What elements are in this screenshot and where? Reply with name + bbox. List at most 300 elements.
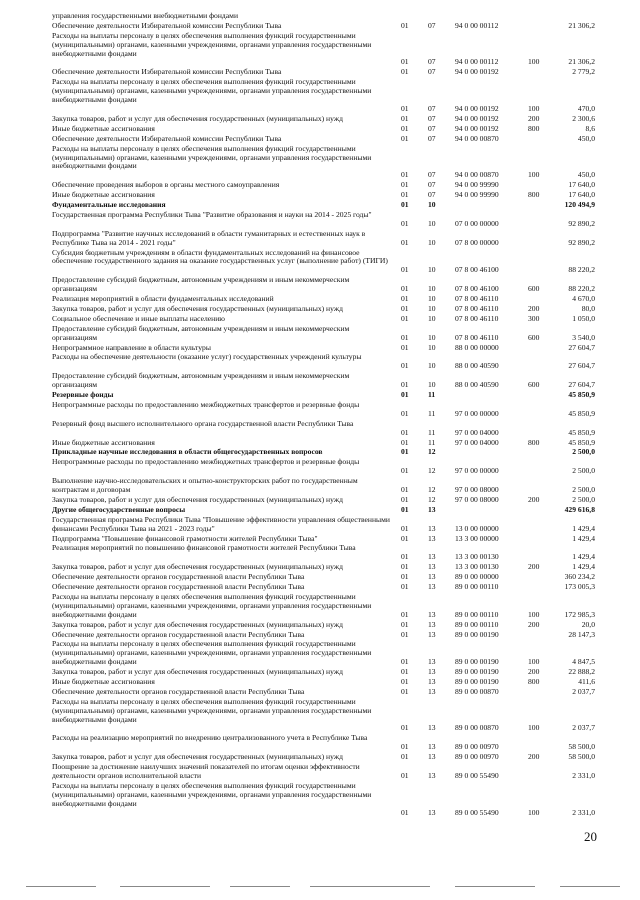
cell-rz: 01 bbox=[401, 484, 409, 494]
cell-pr: 10 bbox=[428, 332, 436, 342]
cell-sum: 22 888,2 bbox=[568, 667, 595, 677]
table-row bbox=[0, 763, 640, 781]
table-row bbox=[0, 583, 640, 592]
table-row bbox=[0, 544, 640, 562]
cell-rz: 01 bbox=[401, 494, 409, 504]
cell-csr: 07 8 00 46110 bbox=[455, 303, 499, 313]
cell-desc: Обеспечение деятельности Избирательной комиссии Республики Тыва bbox=[52, 20, 282, 30]
table-row bbox=[0, 563, 640, 572]
cell-pr: 07 bbox=[428, 113, 436, 123]
cell-desc: Иные бюджетные ассигнования bbox=[52, 437, 155, 447]
cell-sum: 2 037,7 bbox=[572, 723, 595, 733]
cell-pr: 13 bbox=[428, 562, 436, 572]
cell-csr: 94 0 00 99990 bbox=[455, 180, 499, 190]
cell-rz: 01 bbox=[401, 752, 409, 762]
cell-pr: 10 bbox=[428, 342, 436, 352]
table-row bbox=[0, 135, 640, 144]
cell-desc: Обеспечение деятельности органов государственной власти Республики Тыва bbox=[52, 582, 305, 591]
cell-pr: 07 bbox=[428, 123, 436, 133]
table-row bbox=[0, 305, 640, 314]
cell-sum: 28 147,3 bbox=[568, 629, 595, 639]
cell-rz: 01 bbox=[401, 437, 409, 447]
cell-rz: 01 bbox=[401, 629, 409, 639]
cell-sum: 4 670,0 bbox=[572, 294, 595, 303]
cell-vr: 100 bbox=[528, 807, 540, 817]
cell-csr: 94 0 00 00192 bbox=[455, 113, 499, 123]
cell-vr: 100 bbox=[528, 657, 540, 667]
cell-csr: 94 0 00 00112 bbox=[455, 57, 499, 67]
cell-csr: 89 0 00 00110 bbox=[455, 619, 499, 629]
cell-csr: 07 8 00 46110 bbox=[455, 313, 499, 323]
table-row bbox=[0, 753, 640, 762]
cell-vr: 800 bbox=[528, 190, 540, 200]
cell-pr: 10 bbox=[428, 361, 436, 371]
table-row bbox=[0, 372, 640, 390]
cell-desc: Поощрение за достижение наилучших значений показателей по итогам оценки эффективности деятельности органов исполнительной власти bbox=[52, 762, 360, 780]
cell-desc: Иные бюджетные ассигнования bbox=[52, 123, 155, 133]
cell-desc: Обеспечение деятельности органов государственной власти Республики Тыва bbox=[52, 629, 305, 639]
cell-rz: 01 bbox=[401, 313, 409, 323]
page-number: 20 bbox=[584, 829, 597, 844]
cell-sum: 1 429,4 bbox=[572, 552, 595, 562]
cell-desc: Предоставление субсидий бюджетным, автономным учреждениям и иным некоммерческим организациям bbox=[52, 275, 350, 294]
cell-sum: 120 494,9 bbox=[564, 200, 595, 209]
cell-pr: 13 bbox=[428, 752, 436, 762]
table-row bbox=[0, 448, 640, 457]
cell-pr: 13 bbox=[428, 619, 436, 629]
cell-pr: 13 bbox=[428, 723, 436, 733]
cell-pr: 12 bbox=[428, 484, 436, 494]
table-row bbox=[0, 145, 640, 181]
cell-csr: 97 0 00 00000 bbox=[455, 466, 499, 476]
cell-rz: 01 bbox=[401, 657, 409, 667]
cell-pr: 10 bbox=[428, 265, 436, 275]
cell-rz: 01 bbox=[401, 294, 409, 303]
cell-sum: 1 050,0 bbox=[572, 313, 595, 323]
cell-pr: 13 bbox=[428, 742, 436, 752]
cell-sum: 1 429,4 bbox=[572, 562, 595, 572]
cell-desc: Расходы на выплаты персоналу в целях обеспечения выполнения функций государственными (муниципальными) органами, казенными учреждениями, органами управления государственными внебюджетными фондами bbox=[52, 591, 372, 619]
table-row bbox=[0, 295, 640, 304]
cell-csr: 89 0 00 55490 bbox=[455, 770, 499, 780]
cell-vr: 800 bbox=[528, 123, 540, 133]
cell-rz: 01 bbox=[401, 332, 409, 342]
cell-csr: 97 0 00 04000 bbox=[455, 437, 499, 447]
cell-sum: 58 500,0 bbox=[568, 742, 595, 752]
cell-rz: 01 bbox=[401, 67, 409, 77]
cell-desc: Субсидия бюджетным учреждениям в области фундаментальных исследований на финансовое обеспечение государственного задания на оказание государственных услуг (выполнение работ) (ТИГИ) bbox=[52, 247, 388, 266]
cell-csr: 89 0 00 00110 bbox=[455, 582, 499, 591]
cell-csr: 07 8 00 46110 bbox=[455, 294, 499, 303]
cell-desc: Закупка товаров, работ и услуг для обеспечения государственных (муниципальных) нужд bbox=[52, 562, 343, 572]
cell-vr: 200 bbox=[528, 619, 540, 629]
table-row bbox=[0, 698, 640, 734]
cell-vr: 200 bbox=[528, 562, 540, 572]
cell-sum: 88 220,2 bbox=[568, 265, 595, 275]
cell-csr: 89 0 00 00190 bbox=[455, 629, 499, 639]
cell-desc: Расходы на выплаты персоналу в целях обеспечения выполнения функций государственными (муниципальными) органами, казенными учреждениями, органами управления государственными внебюджетными фондами bbox=[52, 780, 372, 808]
table-row bbox=[0, 125, 640, 134]
cell-rz: 01 bbox=[401, 133, 409, 143]
cell-sum: 2 037,7 bbox=[572, 686, 595, 696]
cell-vr: 200 bbox=[528, 303, 540, 313]
cell-csr: 94 0 00 00870 bbox=[455, 170, 499, 180]
cell-pr: 12 bbox=[428, 466, 436, 476]
cell-pr: 10 bbox=[428, 218, 436, 228]
cell-sum: 27 604,7 bbox=[568, 361, 595, 371]
cell-sum: 2 500,0 bbox=[572, 484, 595, 494]
cell-rz: 01 bbox=[401, 57, 409, 67]
cell-rz: 01 bbox=[401, 523, 409, 533]
cell-sum: 411,6 bbox=[578, 677, 595, 686]
cell-vr: 200 bbox=[528, 667, 540, 677]
cell-pr: 13 bbox=[428, 523, 436, 533]
cell-sum: 2 779,2 bbox=[572, 67, 595, 77]
cell-desc: Непрограммные расходы по предоставлению межбюджетных трансфертов и резервные фонды bbox=[52, 457, 360, 467]
cell-sum: 450,0 bbox=[577, 170, 595, 180]
cell-rz: 01 bbox=[401, 742, 409, 752]
cell-sum: 45 850,9 bbox=[568, 427, 595, 437]
cell-sum: 27 604,7 bbox=[568, 342, 595, 352]
cell-csr: 89 0 00 00970 bbox=[455, 752, 499, 762]
cell-csr: 13 3 00 00000 bbox=[455, 533, 499, 543]
cell-rz: 01 bbox=[401, 20, 409, 30]
cell-rz: 01 bbox=[401, 303, 409, 313]
cell-rz: 01 bbox=[401, 218, 409, 228]
cell-desc: Обеспечение проведения выборов в органы местного самоуправления bbox=[52, 180, 280, 190]
cell-desc: Обеспечение деятельности органов государственной власти Республики Тыва bbox=[52, 686, 305, 696]
table-row bbox=[0, 391, 640, 400]
cell-vr: 600 bbox=[528, 284, 540, 294]
cell-rz: 01 bbox=[401, 533, 409, 543]
cell-rz: 01 bbox=[401, 361, 409, 371]
cell-csr: 94 0 00 00192 bbox=[455, 67, 499, 77]
table-row bbox=[0, 315, 640, 324]
table-row bbox=[0, 401, 640, 419]
table-row bbox=[0, 68, 640, 77]
table-row bbox=[0, 276, 640, 294]
cell-pr: 10 bbox=[428, 200, 436, 209]
cell-sum: 470,0 bbox=[577, 103, 595, 113]
cell-pr: 11 bbox=[428, 390, 436, 399]
cell-rz: 01 bbox=[401, 170, 409, 180]
cell-vr: 200 bbox=[528, 752, 540, 762]
cell-desc: Закупка товаров, работ и услуг для обеспечения государственных (муниципальных) нужд bbox=[52, 113, 343, 123]
cell-desc: Закупка товаров, работ и услуг для обеспечения государственных (муниципальных) нужд bbox=[52, 752, 343, 762]
scan-line bbox=[455, 886, 535, 887]
cell-desc: Выполнение научно-исследовательских и опытно-конструкторских работ по государственным контрактам и договорам bbox=[52, 476, 358, 494]
cell-vr: 100 bbox=[528, 723, 540, 733]
cell-pr: 13 bbox=[428, 533, 436, 543]
cell-pr: 07 bbox=[428, 133, 436, 143]
cell-rz: 01 bbox=[401, 572, 409, 582]
cell-csr: 89 0 00 00970 bbox=[455, 742, 499, 752]
cell-rz: 01 bbox=[401, 265, 409, 275]
cell-rz: 01 bbox=[401, 113, 409, 123]
cell-sum: 45 850,9 bbox=[568, 408, 595, 418]
cell-pr: 07 bbox=[428, 57, 436, 67]
cell-desc: Расходы на выплаты персоналу в целях обеспечения выполнения функций государственными (муниципальными) органами, казенными учреждениями, органами управления государственными внебюджетными фондами bbox=[52, 696, 372, 724]
table-row bbox=[0, 32, 640, 68]
cell-sum: 17 640,0 bbox=[568, 190, 595, 200]
cell-vr: 100 bbox=[528, 170, 540, 180]
table-row bbox=[0, 782, 640, 818]
cell-csr: 07 8 00 00000 bbox=[455, 237, 499, 247]
scan-line bbox=[230, 886, 290, 887]
cell-rz: 01 bbox=[401, 380, 409, 390]
cell-desc: Государственная программа Республики Тыва "Повышение эффективности управления общественными финансами Республики Тыва на 2021 - 2023 годы" bbox=[52, 514, 390, 533]
cell-csr: 94 0 00 00192 bbox=[455, 103, 499, 113]
cell-pr: 07 bbox=[428, 170, 436, 180]
cell-csr: 94 0 00 00112 bbox=[455, 20, 499, 30]
cell-pr: 07 bbox=[428, 103, 436, 113]
cell-csr: 89 0 00 00190 bbox=[455, 667, 499, 677]
cell-rz: 01 bbox=[401, 103, 409, 113]
table-row bbox=[0, 535, 640, 544]
cell-csr: 89 0 00 00000 bbox=[455, 572, 499, 582]
cell-desc: Непрограммные расходы по предоставлению межбюджетных трансфертов и резервные фонды bbox=[52, 399, 360, 409]
cell-pr: 12 bbox=[428, 494, 436, 504]
cell-sum: 21 306,2 bbox=[568, 57, 595, 67]
cell-sum: 4 847,5 bbox=[572, 657, 595, 667]
table-row bbox=[0, 678, 640, 687]
cell-sum: 2 500,0 bbox=[572, 447, 595, 457]
cell-sum: 1 429,4 bbox=[572, 523, 595, 533]
cell-rz: 01 bbox=[401, 770, 409, 780]
cell-csr: 89 0 00 00190 bbox=[455, 657, 499, 667]
cell-rz: 01 bbox=[401, 342, 409, 352]
cell-rz: 01 bbox=[401, 562, 409, 572]
cell-desc: Реализация мероприятий в области фундаментальных исследований bbox=[52, 294, 274, 303]
cell-csr: 89 0 00 00870 bbox=[455, 723, 499, 733]
cell-sum: 45 850,9 bbox=[568, 390, 595, 399]
table-row bbox=[0, 191, 640, 200]
table-row bbox=[0, 688, 640, 697]
cell-pr: 10 bbox=[428, 284, 436, 294]
cell-pr: 07 bbox=[428, 180, 436, 190]
cell-sum: 173 005,3 bbox=[564, 582, 595, 591]
cell-sum: 360 234,2 bbox=[564, 572, 595, 582]
cell-sum: 2 331,0 bbox=[572, 807, 595, 817]
cell-pr: 11 bbox=[428, 437, 436, 447]
cell-pr: 13 bbox=[428, 677, 436, 686]
table-row bbox=[0, 325, 640, 343]
cell-desc: Прикладные научные исследования в области общегосударственных вопросов bbox=[52, 447, 323, 457]
cell-rz: 01 bbox=[401, 504, 409, 514]
cell-pr: 10 bbox=[428, 380, 436, 390]
cell-rz: 01 bbox=[401, 284, 409, 294]
table-row bbox=[0, 573, 640, 582]
cell-rz: 01 bbox=[401, 552, 409, 562]
cell-sum: 2 331,0 bbox=[572, 770, 595, 780]
cell-desc: Расходы на обеспечение деятельности (оказание услуг) государственных учреждений культуры bbox=[52, 352, 362, 362]
table-row bbox=[0, 201, 640, 210]
cell-desc: управления государственными внебюджетными фондами bbox=[52, 11, 239, 20]
scan-line bbox=[560, 886, 620, 887]
table-row bbox=[0, 734, 640, 752]
table-row bbox=[0, 344, 640, 353]
table-row bbox=[0, 496, 640, 505]
cell-rz: 01 bbox=[401, 180, 409, 190]
cell-rz: 01 bbox=[401, 200, 409, 209]
cell-csr: 89 0 00 55490 bbox=[455, 807, 499, 817]
cell-rz: 01 bbox=[401, 807, 409, 817]
cell-pr: 10 bbox=[428, 294, 436, 303]
cell-rz: 01 bbox=[401, 390, 409, 399]
cell-desc: Предоставление субсидий бюджетным, автономным учреждениям и иным некоммерческим организациям bbox=[52, 371, 350, 390]
cell-desc: Расходы на реализацию мероприятий по внедрению централизованного учета в Республике Тыва bbox=[52, 733, 368, 743]
cell-desc: Закупка товаров, работ и услуг для обеспечения государственных (муниципальных) нужд bbox=[52, 619, 343, 629]
cell-csr: 07 0 00 00000 bbox=[455, 218, 499, 228]
cell-csr: 07 8 00 46100 bbox=[455, 265, 499, 275]
cell-csr: 13 3 00 00130 bbox=[455, 552, 499, 562]
cell-desc: Расходы на выплаты персоналу в целях обеспечения выполнения функций государственными (муниципальными) органами, казенными учреждениями, органами управления государственными внебюджетными фондами bbox=[52, 30, 372, 58]
cell-csr: 94 0 00 00870 bbox=[455, 133, 499, 143]
cell-rz: 01 bbox=[401, 237, 409, 247]
cell-desc: Подпрограмма "Развитие научных исследований в области гуманитарных и естественных наук в Республике Тыва на 2014 - 2021 годы" bbox=[52, 228, 366, 247]
cell-desc: Закупка товаров, работ и услуг для обеспечения государственных (муниципальных) нужд bbox=[52, 494, 343, 504]
table-row bbox=[0, 420, 640, 438]
cell-sum: 2 500,0 bbox=[572, 466, 595, 476]
cell-pr: 13 bbox=[428, 609, 436, 619]
table-row bbox=[0, 593, 640, 620]
cell-pr: 13 bbox=[428, 552, 436, 562]
table-row bbox=[0, 668, 640, 677]
cell-desc: Другие общегосударственные вопросы bbox=[52, 504, 186, 514]
cell-rz: 01 bbox=[401, 123, 409, 133]
table-row bbox=[0, 439, 640, 448]
cell-vr: 100 bbox=[528, 609, 540, 619]
table-row bbox=[0, 353, 640, 371]
cell-vr: 100 bbox=[528, 57, 540, 67]
cell-rz: 01 bbox=[401, 609, 409, 619]
cell-sum: 80,0 bbox=[581, 303, 595, 313]
cell-pr: 13 bbox=[428, 667, 436, 677]
cell-sum: 45 850,9 bbox=[568, 437, 595, 447]
cell-pr: 13 bbox=[428, 770, 436, 780]
cell-rz: 01 bbox=[401, 447, 409, 457]
cell-csr: 89 0 00 00190 bbox=[455, 677, 499, 686]
table-row bbox=[0, 631, 640, 640]
table-row bbox=[0, 12, 640, 21]
cell-sum: 8,6 bbox=[585, 123, 595, 133]
cell-desc: Иные бюджетные ассигнования bbox=[52, 677, 155, 686]
table-row bbox=[0, 516, 640, 534]
table-row bbox=[0, 78, 640, 114]
cell-pr: 13 bbox=[428, 504, 436, 514]
cell-rz: 01 bbox=[401, 619, 409, 629]
cell-desc: Обеспечение деятельности Избирательной комиссии Республики Тыва bbox=[52, 67, 282, 77]
table-row bbox=[0, 115, 640, 124]
cell-sum: 429 616,8 bbox=[564, 504, 595, 514]
table-row bbox=[0, 506, 640, 515]
cell-rz: 01 bbox=[401, 667, 409, 677]
cell-sum: 450,0 bbox=[577, 133, 595, 143]
cell-vr: 200 bbox=[528, 113, 540, 123]
cell-rz: 01 bbox=[401, 190, 409, 200]
cell-desc: Расходы на выплаты персоналу в целях обеспечения выполнения функций государственными (муниципальными) органами, казенными учреждениями, органами управления государственными внебюджетными фондами bbox=[52, 639, 372, 667]
cell-sum: 17 640,0 bbox=[568, 180, 595, 190]
cell-sum: 172 985,3 bbox=[564, 609, 595, 619]
cell-desc: Резервные фонды bbox=[52, 390, 114, 399]
cell-desc: Фундаментальные исследования bbox=[52, 200, 166, 209]
cell-csr: 07 8 00 46100 bbox=[455, 284, 499, 294]
cell-sum: 1 429,4 bbox=[572, 533, 595, 543]
cell-vr: 100 bbox=[528, 103, 540, 113]
cell-pr: 12 bbox=[428, 447, 436, 457]
cell-csr: 88 0 00 00000 bbox=[455, 342, 499, 352]
cell-desc: Реализация мероприятий по повышению финансовой грамотности жителей Республики Тыва bbox=[52, 543, 356, 553]
cell-desc: Иные бюджетные ассигнования bbox=[52, 190, 155, 200]
cell-pr: 07 bbox=[428, 190, 436, 200]
cell-pr: 13 bbox=[428, 686, 436, 696]
cell-desc: Закупка товаров, работ и услуг для обеспечения государственных (муниципальных) нужд bbox=[52, 667, 343, 677]
cell-csr: 07 8 00 46110 bbox=[455, 332, 499, 342]
cell-csr: 88 0 00 40590 bbox=[455, 361, 499, 371]
cell-pr: 07 bbox=[428, 67, 436, 77]
cell-sum: 20,0 bbox=[581, 619, 595, 629]
cell-pr: 13 bbox=[428, 572, 436, 582]
cell-csr: 89 0 00 00110 bbox=[455, 609, 499, 619]
cell-desc: Непрограммное направление в области культуры bbox=[52, 342, 211, 352]
cell-csr: 97 0 00 08000 bbox=[455, 494, 499, 504]
scan-line bbox=[120, 886, 210, 887]
cell-desc: Резервный фонд высшего исполнительного органа государственной власти Республики Тыва bbox=[52, 418, 354, 428]
cell-pr: 10 bbox=[428, 313, 436, 323]
table-row bbox=[0, 621, 640, 630]
cell-csr: 88 0 00 40590 bbox=[455, 380, 499, 390]
cell-csr: 97 0 00 04000 bbox=[455, 427, 499, 437]
cell-csr: 13 0 00 00000 bbox=[455, 523, 499, 533]
cell-rz: 01 bbox=[401, 677, 409, 686]
cell-desc: Обеспечение деятельности органов государственной власти Республики Тыва bbox=[52, 572, 305, 582]
table-row bbox=[0, 249, 640, 276]
cell-pr: 07 bbox=[428, 20, 436, 30]
cell-sum: 88 220,2 bbox=[568, 284, 595, 294]
cell-desc: Государственная программа Республики Тыва "Развитие образования и науки на 2014 - 2025 годы" bbox=[52, 209, 372, 219]
cell-vr: 600 bbox=[528, 380, 540, 390]
cell-csr: 89 0 00 00870 bbox=[455, 686, 499, 696]
table-row bbox=[0, 211, 640, 229]
cell-desc: Расходы на выплаты персоналу в целях обеспечения выполнения функций государственными (муниципальными) органами, казенными учреждениями, органами управления государственными внебюджетными фондами bbox=[52, 143, 372, 171]
cell-pr: 11 bbox=[428, 408, 436, 418]
table-row bbox=[0, 640, 640, 667]
cell-csr: 97 0 00 08000 bbox=[455, 484, 499, 494]
cell-desc: Предоставление субсидий бюджетным, автономным учреждениям и иным некоммерческим организациям bbox=[52, 323, 350, 342]
cell-vr: 600 bbox=[528, 332, 540, 342]
scan-line bbox=[310, 886, 430, 887]
scan-line bbox=[26, 886, 96, 887]
cell-rz: 01 bbox=[401, 686, 409, 696]
cell-sum: 2 300,6 bbox=[572, 113, 595, 123]
table-row bbox=[0, 458, 640, 476]
cell-csr: 13 3 00 00130 bbox=[455, 562, 499, 572]
cell-rz: 01 bbox=[401, 427, 409, 437]
table-row bbox=[0, 477, 640, 495]
cell-pr: 13 bbox=[428, 657, 436, 667]
cell-sum: 2 500,0 bbox=[572, 494, 595, 504]
cell-sum: 27 604,7 bbox=[568, 380, 595, 390]
cell-pr: 13 bbox=[428, 629, 436, 639]
cell-rz: 01 bbox=[401, 723, 409, 733]
cell-pr: 11 bbox=[428, 427, 436, 437]
cell-pr: 10 bbox=[428, 237, 436, 247]
cell-rz: 01 bbox=[401, 466, 409, 476]
cell-pr: 13 bbox=[428, 807, 436, 817]
cell-rz: 01 bbox=[401, 582, 409, 591]
table-row bbox=[0, 230, 640, 248]
cell-sum: 21 306,2 bbox=[568, 20, 595, 30]
